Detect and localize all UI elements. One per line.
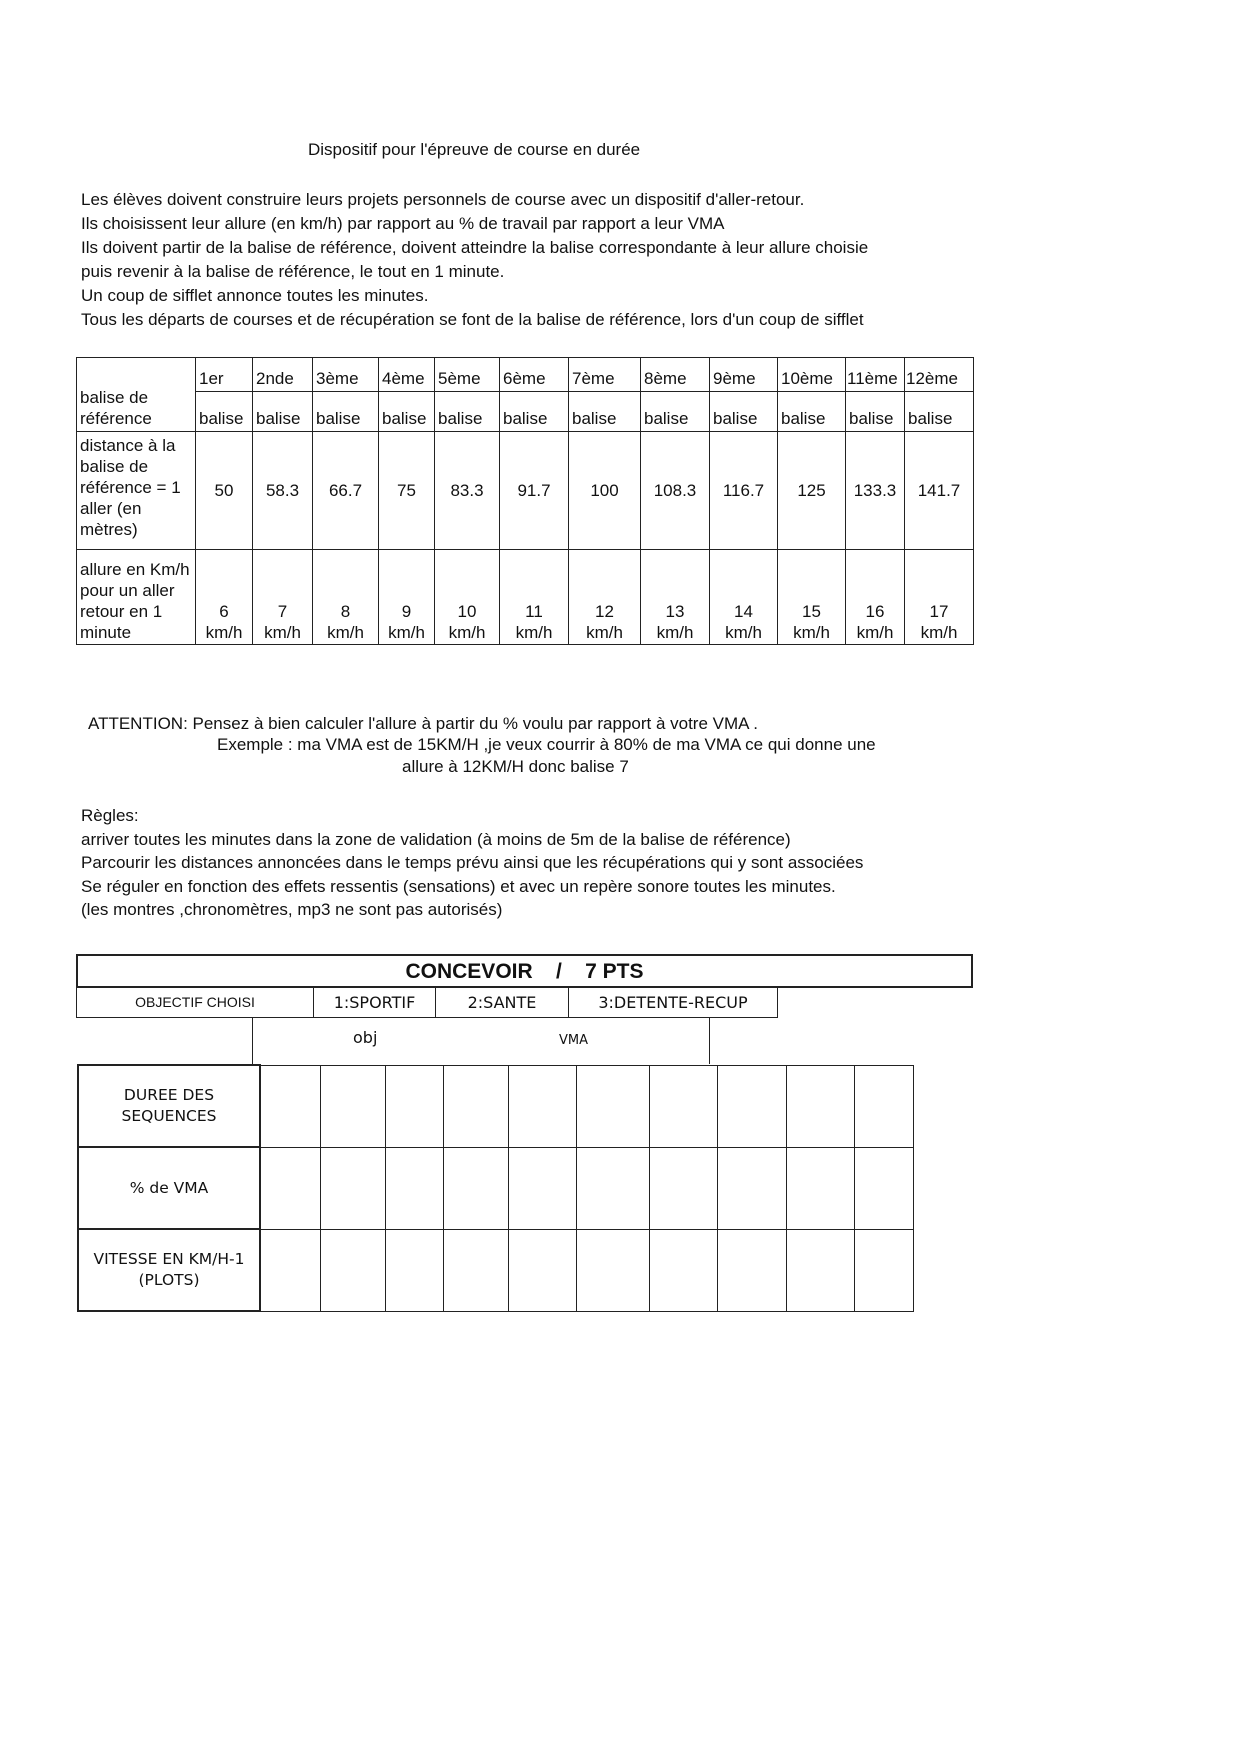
ordinal-cell: 7ème bbox=[569, 358, 641, 392]
distance-cell: 91.7 bbox=[500, 432, 569, 550]
obj-label: obj bbox=[353, 1028, 378, 1047]
ordinal-cell: 11ème bbox=[846, 358, 905, 392]
speed-value: 11 bbox=[525, 602, 543, 621]
grid-cell[interactable] bbox=[508, 1147, 576, 1229]
speed-unit: km/h bbox=[856, 623, 894, 642]
grid-cell[interactable] bbox=[443, 1229, 508, 1311]
grid-cell[interactable] bbox=[576, 1229, 649, 1311]
speed-cell bbox=[313, 550, 379, 645]
ordinal-row bbox=[77, 358, 974, 392]
objectif-label-cell: OBJECTIF CHOISI bbox=[76, 987, 314, 1018]
ordinal-cell: 5ème bbox=[435, 358, 500, 392]
speed-cell bbox=[500, 550, 569, 645]
grid-cell[interactable] bbox=[385, 1147, 443, 1229]
distance-cell: 83.3 bbox=[435, 432, 500, 550]
ordinal-cell: 1er bbox=[196, 358, 253, 392]
balise-label-cell: balise bbox=[253, 392, 313, 432]
ordinal-cell: 6ème bbox=[500, 358, 569, 392]
speed-value: 10 bbox=[457, 602, 477, 621]
grid-row-vitesse bbox=[78, 1229, 913, 1311]
grid-cell[interactable] bbox=[260, 1065, 320, 1147]
balise-label-cell: balise bbox=[196, 392, 253, 432]
grid-cell[interactable] bbox=[385, 1229, 443, 1311]
speed-unit: km/h bbox=[586, 623, 623, 642]
distance-row bbox=[77, 432, 974, 550]
rule-item: Parcourir les distances annoncées dans le temps prévu ainsi que les récupérations qui y sont associées bbox=[81, 853, 864, 872]
allure-row bbox=[77, 550, 974, 645]
grid-cell[interactable] bbox=[320, 1229, 385, 1311]
grid-cell[interactable] bbox=[649, 1229, 717, 1311]
speed-cell bbox=[710, 550, 778, 645]
reference-header-cell bbox=[77, 358, 196, 432]
speed-unit: km/h bbox=[515, 623, 553, 642]
grid-row-pct-vma bbox=[78, 1147, 913, 1229]
grid-cell[interactable] bbox=[443, 1065, 508, 1147]
grid-cell[interactable] bbox=[320, 1147, 385, 1229]
pct-vma-label: % de VMA bbox=[78, 1147, 260, 1229]
speed-unit: km/h bbox=[205, 623, 243, 642]
distance-header-cell bbox=[77, 432, 196, 550]
example-line: Exemple : ma VMA est de 15KM/H ,je veux courrir à 80% de ma VMA ce qui donne une bbox=[217, 735, 876, 754]
balise-label-cell: balise bbox=[778, 392, 846, 432]
sequence-grid bbox=[77, 1064, 914, 1312]
intro-line: Ils choisissent leur allure (en km/h) par rapport au % de travail par rapport a leur VMA bbox=[81, 213, 725, 233]
balise-label-cell: balise bbox=[500, 392, 569, 432]
allure-header-text: allure en Km/h pour un aller retour en 1 minute bbox=[80, 560, 190, 642]
balise-label-cell: balise bbox=[905, 392, 974, 432]
ordinal-cell: 4ème bbox=[379, 358, 435, 392]
balise-label-cell: balise bbox=[846, 392, 905, 432]
distance-cell: 58.3 bbox=[253, 432, 313, 550]
grid-cell[interactable] bbox=[786, 1065, 854, 1147]
speed-value: 9 bbox=[401, 602, 412, 621]
grid-cell[interactable] bbox=[260, 1147, 320, 1229]
rule-item: Se réguler en fonction des effets ressentis (sensations) et avec un repère sonore toutes les minutes. bbox=[81, 876, 836, 896]
speed-value: 14 bbox=[734, 602, 753, 621]
speed-value: 15 bbox=[802, 602, 821, 621]
balise-label-row bbox=[77, 392, 974, 432]
ordinal-cell: 10ème bbox=[778, 358, 846, 392]
grid-cell[interactable] bbox=[854, 1065, 913, 1147]
rule-item: arriver toutes les minutes dans la zone de validation (à moins de 5m de la balise de référence) bbox=[81, 829, 791, 849]
grid-cell[interactable] bbox=[576, 1065, 649, 1147]
ordinal-cell: 2nde bbox=[253, 358, 313, 392]
vma-label: VMA bbox=[559, 1033, 589, 1048]
ordinal-cell: 9ème bbox=[710, 358, 778, 392]
speed-value: 17 bbox=[929, 602, 949, 621]
distance-cell: 125 bbox=[778, 432, 846, 550]
allure-header-cell bbox=[77, 550, 196, 645]
grid-cell[interactable] bbox=[649, 1147, 717, 1229]
rules-heading: Règles: bbox=[81, 806, 139, 825]
obj-vma-row bbox=[252, 1017, 710, 1064]
speed-value: 12 bbox=[595, 602, 614, 621]
intro-line: Les élèves doivent construire leurs projets personnels de course avec un dispositif d'aller-retour. bbox=[81, 190, 805, 209]
grid-cell[interactable] bbox=[385, 1065, 443, 1147]
intro-line: Un coup de sifflet annonce toutes les minutes. bbox=[81, 285, 429, 305]
speed-value: 6 bbox=[219, 602, 229, 621]
document-title: Dispositif pour l'épreuve de course en durée bbox=[308, 140, 641, 159]
speed-unit: km/h bbox=[725, 623, 762, 642]
speed-unit: km/h bbox=[656, 623, 694, 642]
intro-paragraph bbox=[81, 188, 868, 331]
ordinal-cell: 3ème bbox=[313, 358, 379, 392]
balise-label-cell: balise bbox=[641, 392, 710, 432]
speed-cell bbox=[905, 550, 974, 645]
speed-value: 13 bbox=[665, 602, 685, 621]
distance-cell: 50 bbox=[196, 432, 253, 550]
balise-label-cell: balise bbox=[379, 392, 435, 432]
grid-cell[interactable] bbox=[260, 1229, 320, 1311]
balise-label-cell: balise bbox=[710, 392, 778, 432]
intro-line: Tous les départs de courses et de récupération se font de la balise de référence, lors d'un coup de sifflet bbox=[81, 309, 864, 329]
speed-cell bbox=[379, 550, 435, 645]
intro-line: Ils doivent partir de la balise de référence, doivent atteindre la balise correspondante à leur allure choisie bbox=[81, 237, 869, 257]
ordinal-cell: 8ème bbox=[641, 358, 710, 392]
distance-cell: 75 bbox=[379, 432, 435, 550]
speed-unit: km/h bbox=[920, 623, 958, 642]
attention-line: ATTENTION: Pensez à bien calculer l'allure à partir du % voulu par rapport à votre VMA . bbox=[88, 714, 758, 733]
speed-unit: km/h bbox=[327, 623, 364, 642]
grid-cell[interactable] bbox=[649, 1065, 717, 1147]
duree-label: DUREE DES SEQUENCES bbox=[78, 1065, 260, 1147]
balise-table bbox=[76, 357, 974, 645]
balise-label-cell: balise bbox=[435, 392, 500, 432]
balise-label-cell: balise bbox=[313, 392, 379, 432]
speed-cell bbox=[253, 550, 313, 645]
speed-cell bbox=[846, 550, 905, 645]
speed-cell bbox=[435, 550, 500, 645]
speed-unit: km/h bbox=[793, 623, 830, 642]
grid-cell[interactable] bbox=[717, 1147, 786, 1229]
grid-row-duree bbox=[78, 1065, 913, 1147]
balise-label-cell: balise bbox=[569, 392, 641, 432]
intro-line: puis revenir à la balise de référence, le tout en 1 minute. bbox=[81, 261, 505, 281]
speed-unit: km/h bbox=[264, 623, 301, 642]
distance-cell: 66.7 bbox=[313, 432, 379, 550]
speed-value: 16 bbox=[865, 602, 885, 621]
speed-value: 8 bbox=[340, 602, 351, 621]
vitesse-label: VITESSE EN KM/H-1 (PLOTS) bbox=[78, 1229, 260, 1311]
rules-section bbox=[81, 804, 863, 922]
grid-cell[interactable] bbox=[786, 1229, 854, 1311]
grid-cell[interactable] bbox=[443, 1147, 508, 1229]
option-sportif[interactable]: 1:SPORTIF bbox=[313, 987, 436, 1018]
speed-value: 7 bbox=[277, 602, 288, 621]
distance-cell: 100 bbox=[569, 432, 641, 550]
grid-cell[interactable] bbox=[508, 1229, 576, 1311]
grid-cell[interactable] bbox=[508, 1065, 576, 1147]
option-sante[interactable]: 2:SANTE bbox=[435, 987, 569, 1018]
option-detente-recup[interactable]: 3:DETENTE-RECUP bbox=[568, 987, 778, 1018]
example-line-continued: allure à 12KM/H donc balise 7 bbox=[402, 757, 629, 776]
distance-cell: 116.7 bbox=[710, 432, 778, 550]
grid-cell[interactable] bbox=[717, 1229, 786, 1311]
ordinal-cell: 12ème bbox=[905, 358, 974, 392]
speed-cell bbox=[569, 550, 641, 645]
grid-cell[interactable] bbox=[717, 1065, 786, 1147]
speed-unit: km/h bbox=[388, 623, 425, 642]
speed-unit: km/h bbox=[448, 623, 486, 642]
grid-cell[interactable] bbox=[854, 1147, 913, 1229]
distance-cell: 108.3 bbox=[641, 432, 710, 550]
reference-header-text: balise de référence bbox=[80, 388, 152, 428]
distance-cell: 133.3 bbox=[846, 432, 905, 550]
grid-cell[interactable] bbox=[786, 1147, 854, 1229]
grid-cell[interactable] bbox=[854, 1229, 913, 1311]
speed-cell bbox=[641, 550, 710, 645]
distance-header-text: distance à la balise de référence = 1 aller (en mètres) bbox=[80, 436, 181, 539]
rule-item: (les montres ,chronomètres, mp3 ne sont pas autorisés) bbox=[81, 900, 503, 919]
concevoir-header: CONCEVOIR / 7 PTS bbox=[76, 954, 973, 988]
grid-cell[interactable] bbox=[320, 1065, 385, 1147]
grid-cell[interactable] bbox=[576, 1147, 649, 1229]
distance-cell: 141.7 bbox=[905, 432, 974, 550]
speed-cell bbox=[196, 550, 253, 645]
speed-cell bbox=[778, 550, 846, 645]
